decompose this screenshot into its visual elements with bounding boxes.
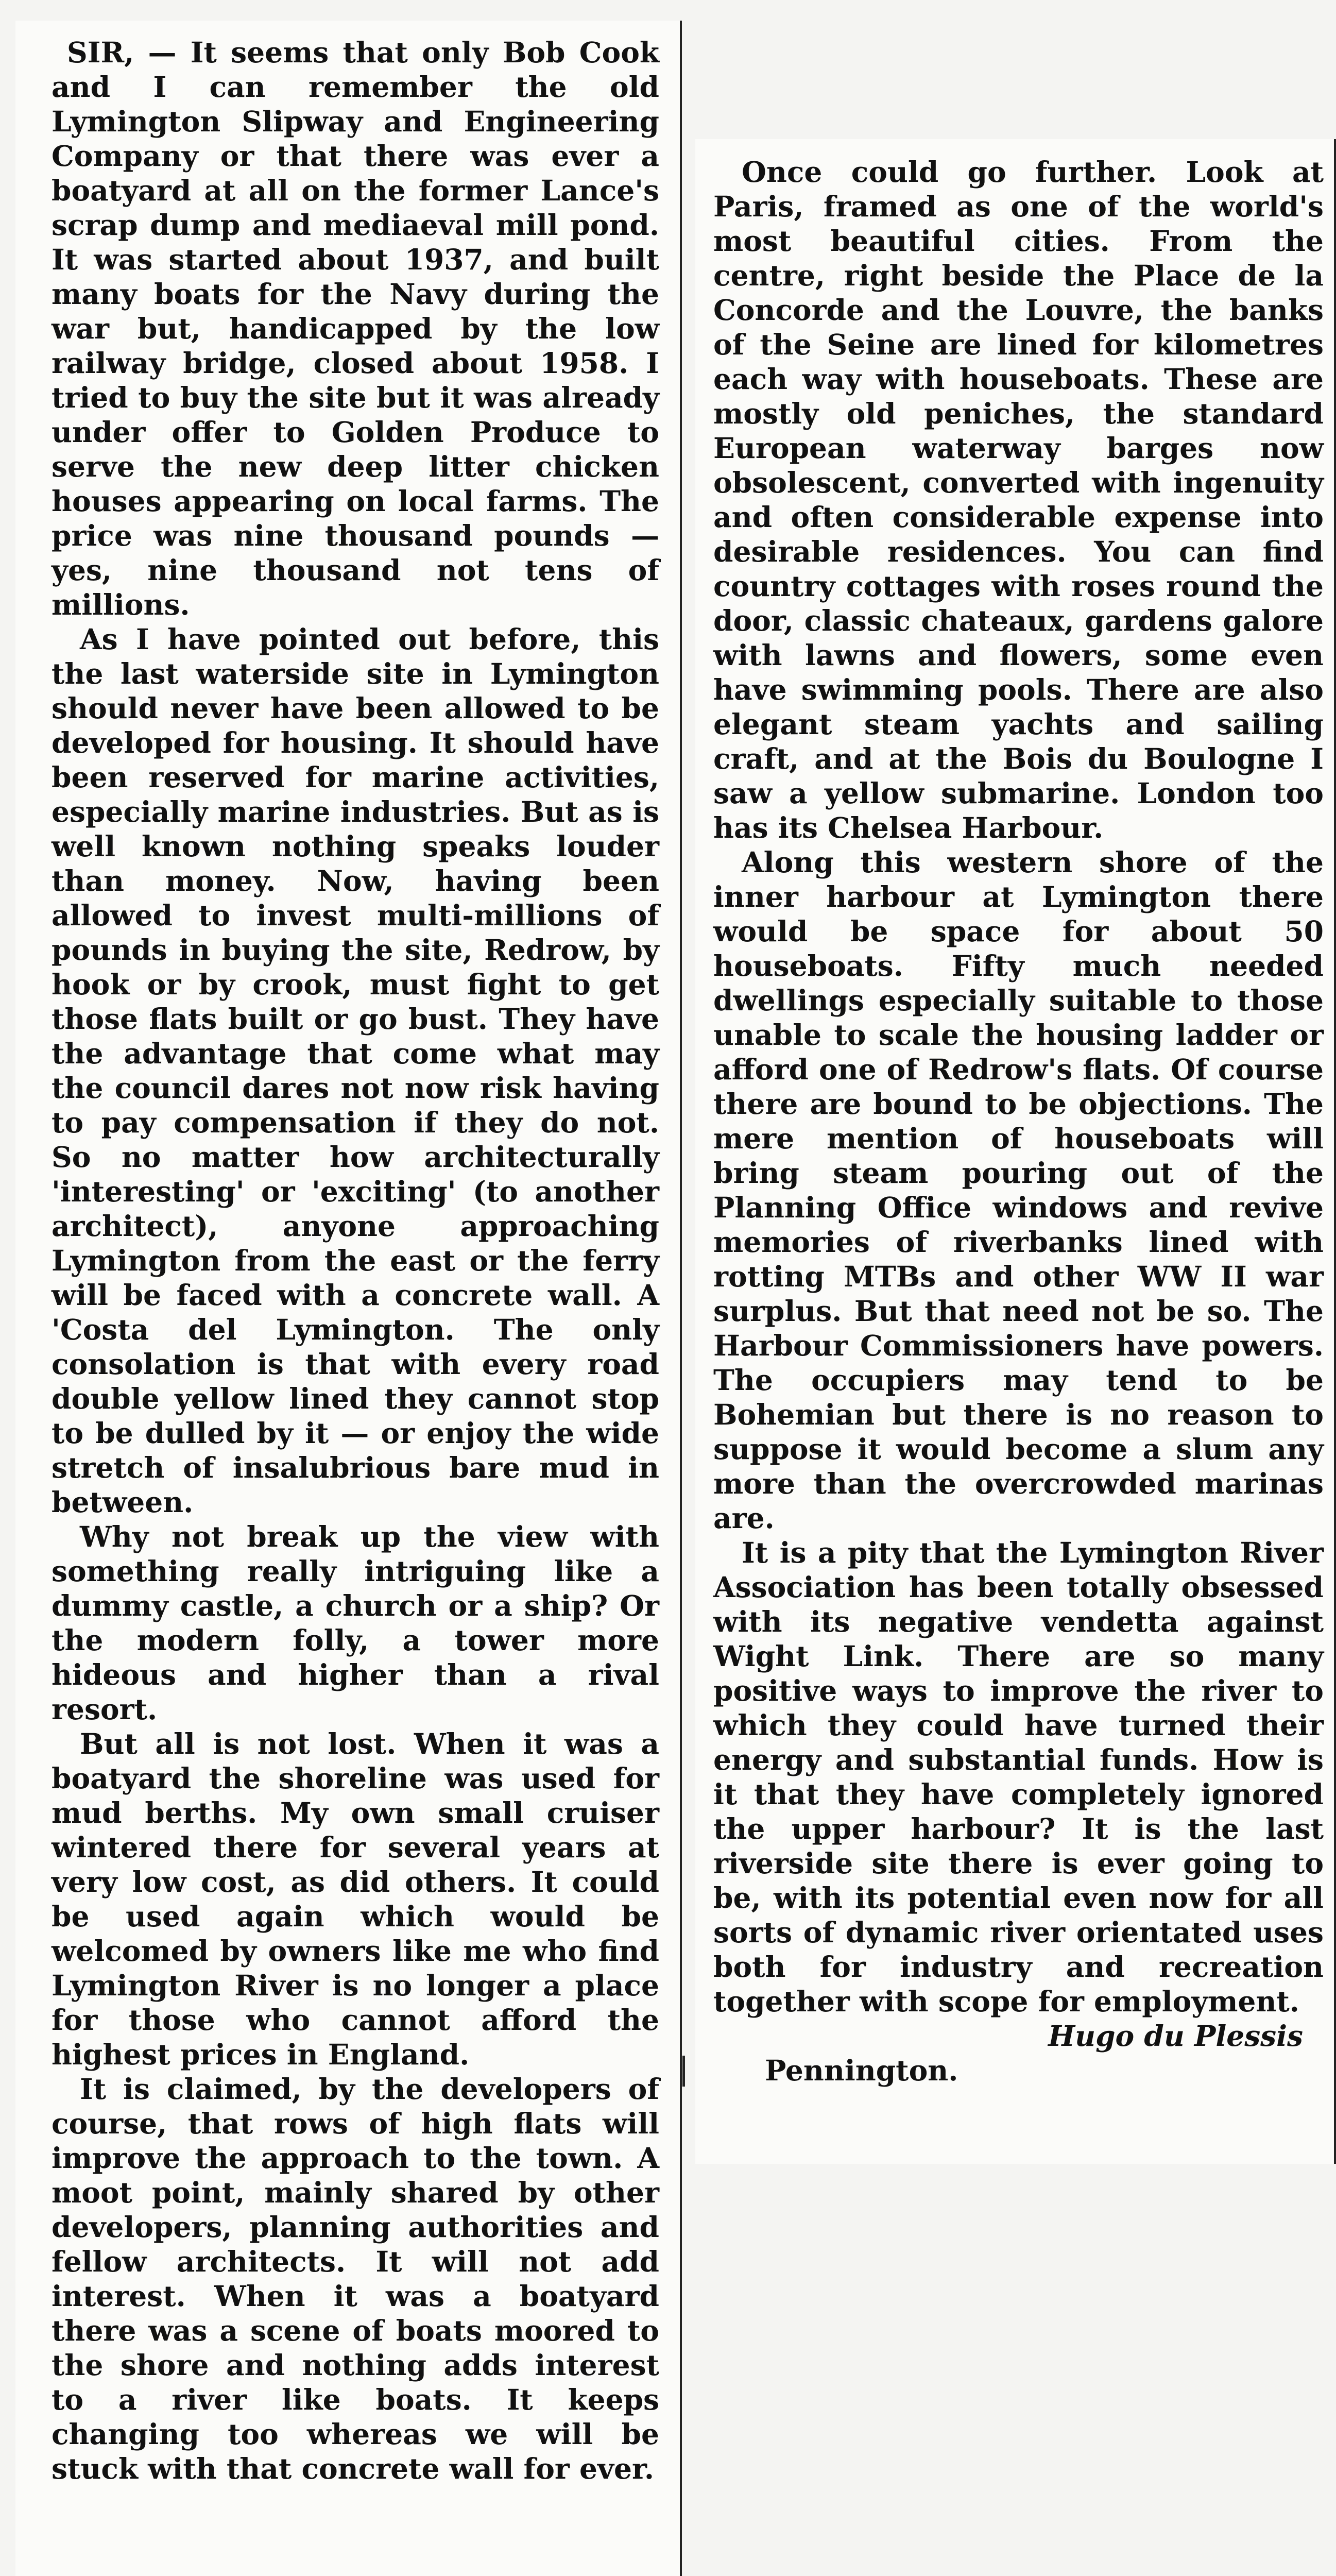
letter-right-column xyxy=(713,155,1324,2088)
letter-location: Pennington. xyxy=(765,2054,958,2087)
column-rule-mark xyxy=(682,2056,685,2087)
letter-paragraph-6: Once could go further. Look at Paris, framed as one of the world's most beautiful cities. From the centre, right beside the Place de la Concorde and the Louvre, the banks of the Seine are lined for kilometres each way with houseboats. These are mostly old peniches, the standard European waterway barges now obsolescent, converted with ingenuity and often considerable expense into desirable residences. You can find country cottages with roses round the door, classic chateaux, gardens galore with lawns and flowers, some even have swimming pools. There are also elegant steam yachts and sailing craft, and at the Bois du Boulogne I saw a yellow submarine. London too has its Chelsea Harbour. xyxy=(713,155,1324,844)
letter-left-column xyxy=(52,35,659,2486)
letter-paragraph-7: Along this western shore of the inner harbour at Lymington there would be space for about 50 houseboats. Fifty much needed dwellings especially suitable to those unable to scale the housing ladder or afford one of Redrow's flats. Of course there are bound to be objections. The mere mention of houseboats will bring steam pouring out of the Planning Office windows and revive memories of riverbanks lined with rotting MTBs and other WW II war surplus. But that need not be so. The Harbour Commissioners have powers. The occupiers may tend to be Bohemian but there is no reason to suppose it would become a slum any more than the overcrowded marinas are. xyxy=(713,845,1324,1535)
letter-paragraph-2: As I have pointed out before, this the last waterside site in Lymington should never have been allowed to be developed for housing. It should have been reserved for marine activities, especially marine industries. But as is well known nothing speaks louder than money. Now, having been allowed to invest multi-millions of pounds in buying the site, Redrow, by hook or by crook, must fight to get those flats built or go bust. They have the advantage that come what may the council dares not now risk having to pay compensation if they do not. So no matter how architecturally 'interesting' or 'exciting' (to another architect), anyone approaching Lymington from the east or the ferry will be faced with a concrete wall. A 'Costa del Lymington. The only consolation is that with every road double yellow lined they cannot stop to be dulled by it — or enjoy the wide stretch of insalubrious bare mud in between. xyxy=(52,622,659,1519)
letter-paragraph-8: It is a pity that the Lymington River Association has been totally obsessed with its negative vendetta against Wight Link. There are so many positive ways to improve the river to which they could have turned their energy and substantial funds. How is it that they have completely ignored the upper harbour? It is the last riverside site there is ever going to be, with its potential even now for all sorts of dynamic river orientated uses both for industry and recreation together with scope for employment. xyxy=(713,1536,1324,2018)
letter-paragraph-5: It is claimed, by the developers of course, that rows of high flats will improve the approach to the town. A moot point, mainly shared by other developers, planning authorities and fellow architects. It will not add interest. When it was a boatyard there was a scene of boats moored to the shore and nothing adds interest to a river like boats. It keeps changing too whereas we will be stuck with that concrete wall for ever. xyxy=(52,2072,659,2485)
letter-paragraph-4: But all is not lost. When it was a boatyard the shoreline was used for mud berths. My own small cruiser wintered there for several years at very low cost, as did others. It could be used again which would be welcomed by owners like me who find Lymington River is no longer a place for those who cannot afford the highest prices in England. xyxy=(52,1727,659,2071)
letter-paragraph-3: Why not break up the view with something really intriguing like a dummy castle, a church or a ship? Or the modern folly, a tower more hideous and higher than a rival resort. xyxy=(52,1520,659,1726)
letter-paragraph-1: SIR, — It seems that only Bob Cook and I can remember the old Lymington Slipway and Engineering Company or that there was ever a boatyard at all on the former Lance's scrap dump and mediaeval mill pond. It was started about 1937, and built many boats for the Navy during the war but, handicapped by the low railway bridge, closed about 1958. I tried to buy the site but it was already under offer to Golden Produce to serve the new deep litter chicken houses appearing on local farms. The price was nine thousand pounds — yes, nine thousand not tens of millions. xyxy=(52,36,659,621)
letter-signature: Hugo du Plessis xyxy=(1048,2019,1303,2053)
